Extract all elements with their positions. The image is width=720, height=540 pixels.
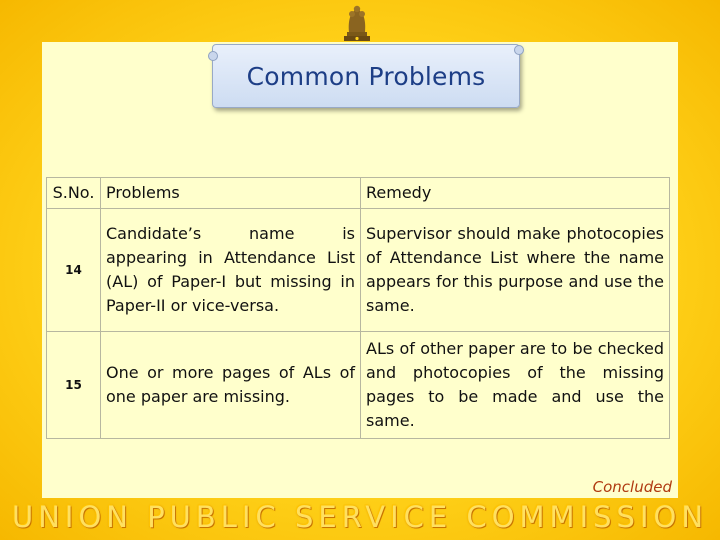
organization-name: UNION PUBLIC SERVICE COMMISSION [11, 500, 709, 534]
concluded-label: Concluded [592, 478, 672, 496]
header-problems: Problems [101, 178, 361, 209]
slide-title: Common Problems [246, 61, 486, 91]
row-sno: 15 [47, 332, 101, 439]
row-remedy: ALs of other paper are to be checked and photocopies of the missing pages to be made and use the same. [361, 332, 670, 439]
header-sno: S.No. [47, 178, 101, 209]
table-row [47, 209, 670, 332]
row-problem: One or more pages of ALs of one paper are missing. [101, 332, 361, 439]
problems-table [46, 177, 670, 439]
title-banner [212, 44, 520, 108]
table-row [47, 332, 670, 439]
table-header-row [47, 178, 670, 209]
header-remedy: Remedy [361, 178, 670, 209]
row-problem: Candidate’s name is appearing in Attendance List (AL) of Paper-I but missing in Paper-II or vice-versa. [101, 209, 361, 332]
row-sno: 14 [47, 209, 101, 332]
row-remedy: Supervisor should make photocopies of Attendance List where the name appears for this purpose and use the same. [361, 209, 670, 332]
